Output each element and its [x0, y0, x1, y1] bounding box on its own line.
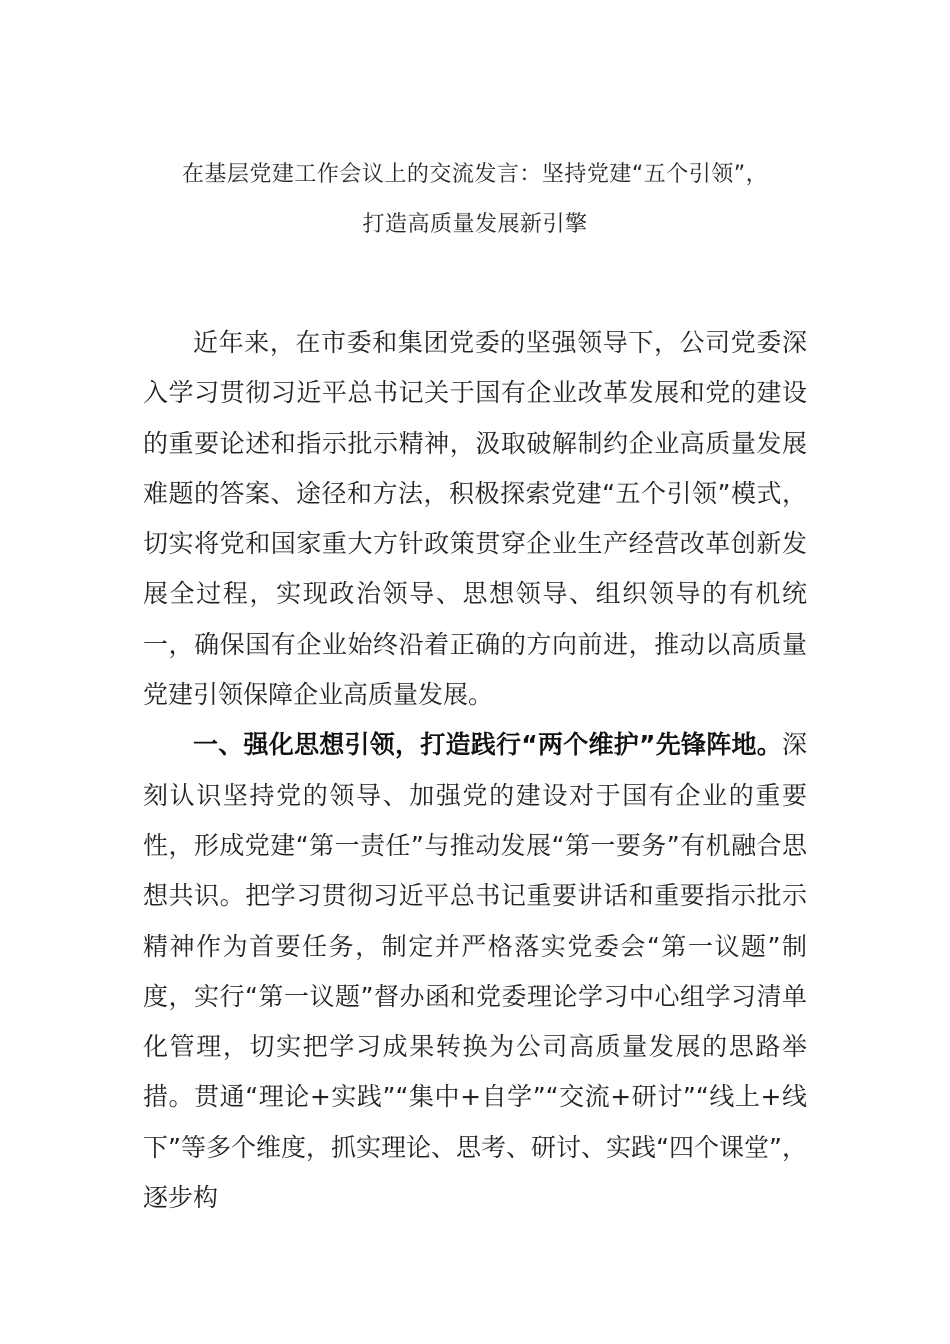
section-one-text: 深刻认识坚持党的领导、加强党的建设对于国有企业的重要性，形成党建“第一责任”与推动发展“第一要务”有机融合思想共识。把学习贯彻习近平总书记重要讲话和重要指示批示精神作为首要任务，制定并严格落实党委会“第一议题”制度，实行“第一议题”督办函和党委理论学习中心组学习清单化管理，切实把学习成果转换为公司高质量发展的思路举措。贯通“理论+实践”“集中+自学”“交流+研讨”“线上+线下”等多个维度，抓实理论、思考、研讨、实践“四个课堂”，逐步构	[143, 730, 807, 1213]
document-body	[143, 318, 807, 1223]
document-title-line-1: 在基层党建工作会议上的交流发言：坚持党建“五个引领”，	[181, 162, 769, 187]
section-one-paragraph	[143, 720, 807, 1223]
section-one-heading: 一、强化思想引领，打造践行“两个维护”先锋阵地。	[193, 730, 782, 760]
document-title-line-2: 打造高质量发展新引擎	[362, 212, 588, 237]
intro-paragraph-text: 近年来，在市委和集团党委的坚强领导下，公司党委深入学习贯彻习近平总书记关于国有企业改革发展和党的建设的重要论述和指示批示精神，汲取破解制约企业高质量发展难题的答案、途径和方法，积极探索党建“五个引领”模式，切实将党和国家重大方针政策贯穿企业生产经营改革创新发展全过程，实现政治领导、思想领导、组织领导的有机统一，确保国有企业始终沿着正确的方向前进，推动以高质量党建引领保障企业高质量发展。	[143, 328, 807, 710]
intro-paragraph	[143, 318, 807, 720]
